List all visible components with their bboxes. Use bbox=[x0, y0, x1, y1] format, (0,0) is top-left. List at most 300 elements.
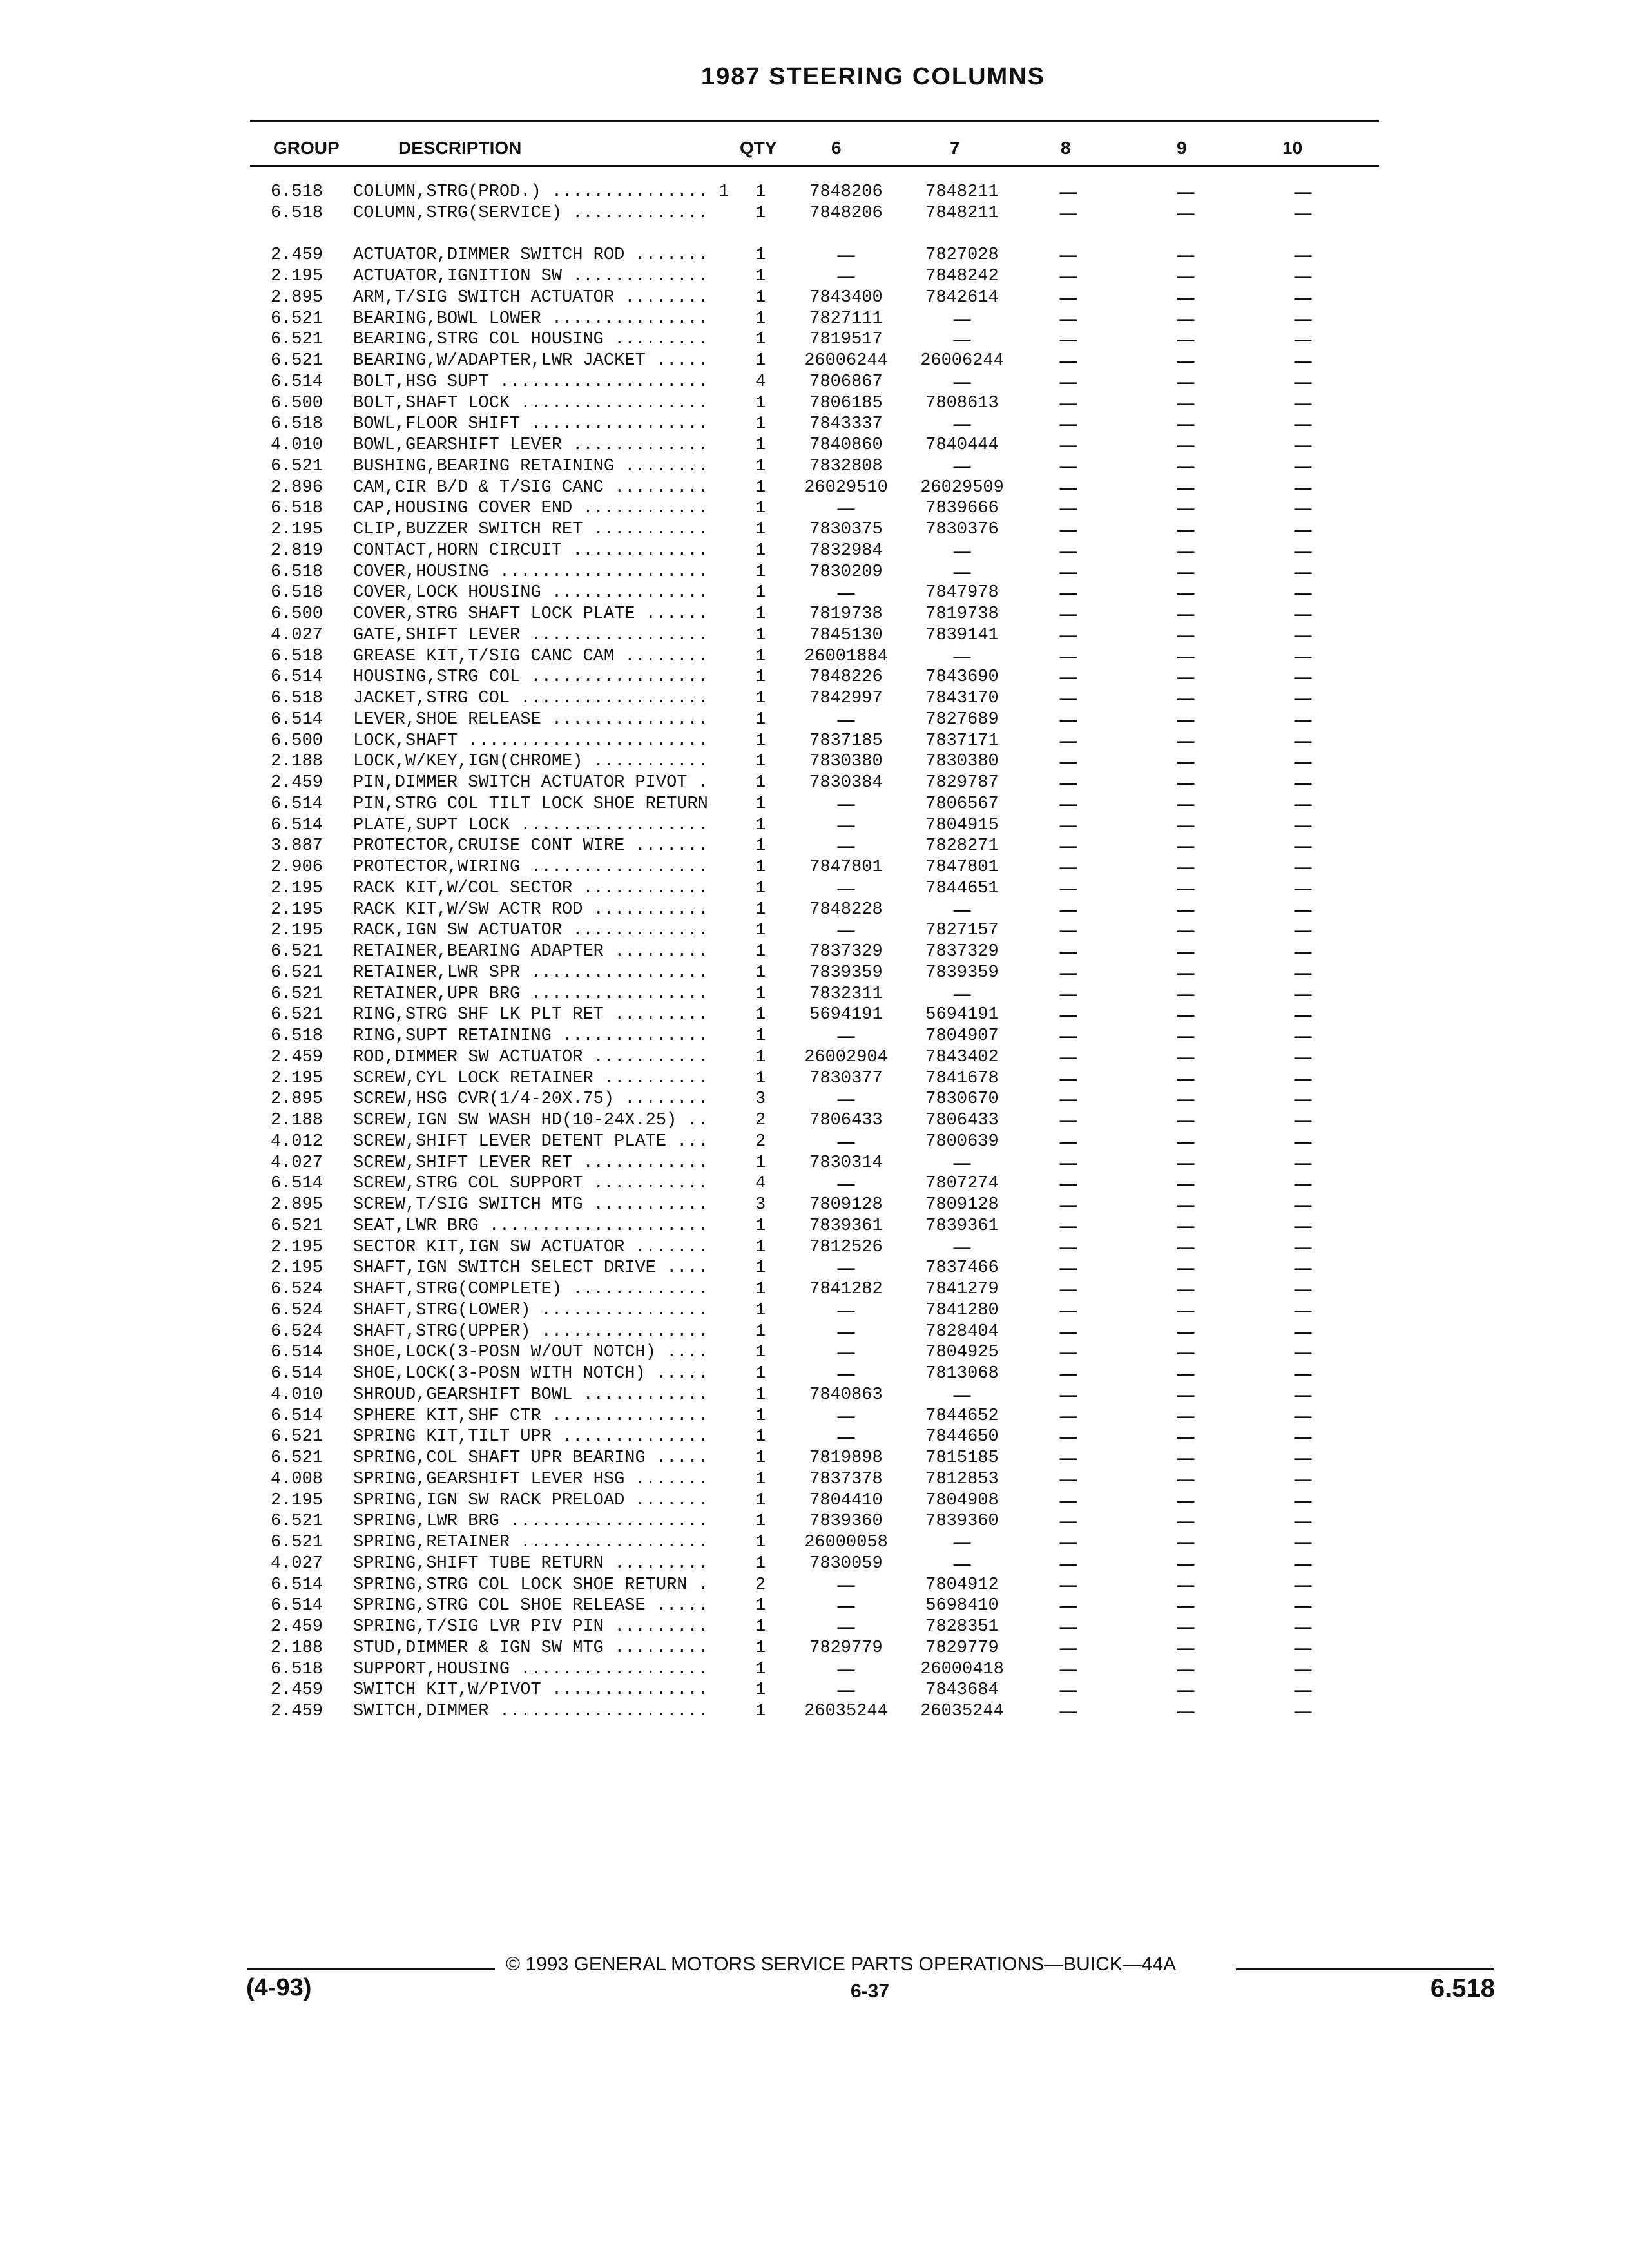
part-col-8-cell: — bbox=[1059, 436, 1077, 455]
part-description-cell: GATE,SHIFT LEVER ................. bbox=[353, 625, 708, 645]
part-group-cell: 2.906 bbox=[271, 858, 323, 877]
part-description-cell: BOLT,HSG SUPT .................... bbox=[353, 372, 708, 392]
table-row bbox=[0, 1448, 1629, 1469]
header-col-9: 9 bbox=[1177, 138, 1187, 158]
part-col-10-cell: — bbox=[1294, 562, 1312, 582]
part-qty-cell: 1 bbox=[755, 541, 766, 561]
part-group-cell: 6.524 bbox=[271, 1321, 323, 1341]
table-row bbox=[0, 582, 1629, 604]
table-row bbox=[0, 963, 1629, 984]
footer-rule-left bbox=[247, 1968, 495, 1970]
part-col-6-cell: 7819738 bbox=[809, 604, 883, 624]
part-col-9-cell: — bbox=[1177, 1005, 1195, 1025]
part-description-cell: PLATE,SUPT LOCK .................. bbox=[353, 815, 708, 835]
part-col-8-cell: — bbox=[1059, 1131, 1077, 1151]
part-col-8-cell: — bbox=[1059, 963, 1077, 983]
part-col-9-cell: — bbox=[1177, 1280, 1195, 1299]
table-row bbox=[0, 604, 1629, 625]
part-col-8-cell: — bbox=[1059, 731, 1077, 751]
part-group-cell: 6.514 bbox=[271, 1596, 323, 1616]
header-group: GROUP bbox=[273, 138, 340, 158]
part-col-6-cell: 7848206 bbox=[809, 203, 883, 223]
part-qty-cell: 2 bbox=[755, 1111, 766, 1130]
part-col-10-cell: — bbox=[1294, 583, 1312, 603]
part-description-cell: SPRING,RETAINER .................. bbox=[353, 1533, 708, 1552]
part-col-10-cell: — bbox=[1294, 477, 1312, 497]
part-col-6-cell: 26035244 bbox=[804, 1702, 888, 1721]
header-col-7: 7 bbox=[950, 138, 960, 158]
part-col-6-cell: 26002904 bbox=[804, 1047, 888, 1067]
part-col-7-cell: 7839141 bbox=[925, 625, 999, 645]
part-col-9-cell: — bbox=[1177, 1047, 1195, 1067]
part-group-cell: 6.514 bbox=[271, 794, 323, 814]
part-group-cell: 6.521 bbox=[271, 1512, 323, 1532]
part-col-10-cell: — bbox=[1294, 1068, 1312, 1088]
part-col-6-cell: 7806867 bbox=[809, 372, 883, 392]
table-row bbox=[0, 1258, 1629, 1279]
part-col-9-cell: — bbox=[1177, 1343, 1195, 1363]
part-description-cell: SCREW,HSG CVR(1/4-20X.75) ........ bbox=[353, 1090, 708, 1110]
part-col-6-cell: 7830059 bbox=[809, 1553, 883, 1573]
part-group-cell: 2.195 bbox=[271, 1237, 323, 1257]
table-row bbox=[0, 1237, 1629, 1258]
part-description-cell: RACK,IGN SW ACTUATOR ............. bbox=[353, 921, 708, 941]
part-col-6-cell: 7839360 bbox=[809, 1512, 883, 1532]
part-col-7-cell: 7848211 bbox=[925, 182, 999, 202]
part-group-cell: 4.012 bbox=[271, 1131, 323, 1151]
part-col-10-cell: — bbox=[1294, 309, 1312, 329]
part-col-9-cell: — bbox=[1177, 709, 1195, 729]
part-col-9-cell: — bbox=[1177, 899, 1195, 919]
part-col-10-cell: — bbox=[1294, 1533, 1312, 1552]
part-qty-cell: 1 bbox=[755, 878, 766, 898]
part-col-9-cell: — bbox=[1177, 203, 1195, 223]
part-col-9-cell: — bbox=[1177, 1153, 1195, 1173]
part-col-10-cell: — bbox=[1294, 1638, 1312, 1658]
table-row bbox=[0, 709, 1629, 731]
part-description-cell: SCREW,STRG COL SUPPORT ........... bbox=[353, 1174, 708, 1194]
part-col-7-cell: 7804915 bbox=[925, 815, 999, 835]
table-row bbox=[0, 1659, 1629, 1680]
part-col-7-cell: 26000418 bbox=[920, 1659, 1004, 1679]
table-row bbox=[0, 519, 1629, 541]
part-col-6-cell: 7819517 bbox=[809, 330, 883, 350]
part-col-9-cell: — bbox=[1177, 541, 1195, 561]
part-qty-cell: 1 bbox=[755, 477, 766, 497]
part-description-cell: ROD,DIMMER SW ACTUATOR ........... bbox=[353, 1047, 708, 1067]
part-description-cell: SHAFT,IGN SWITCH SELECT DRIVE .... bbox=[353, 1258, 708, 1278]
part-col-7-cell: 7830380 bbox=[925, 752, 999, 772]
part-qty-cell: 1 bbox=[755, 436, 766, 455]
part-description-cell: SCREW,SHIFT LEVER DETENT PLATE ... bbox=[353, 1131, 708, 1151]
part-col-10-cell: — bbox=[1294, 773, 1312, 793]
part-description-cell: SPRING,IGN SW RACK PRELOAD ....... bbox=[353, 1490, 708, 1510]
part-col-9-cell: — bbox=[1177, 942, 1195, 961]
part-qty-cell: 1 bbox=[755, 1343, 766, 1363]
footer-group-number: 6.518 bbox=[1430, 1974, 1495, 2003]
part-col-8-cell: — bbox=[1059, 773, 1077, 793]
part-col-9-cell: — bbox=[1177, 858, 1195, 877]
part-description-cell: HOUSING,STRG COL ................. bbox=[353, 668, 708, 687]
part-col-6-cell: 7848228 bbox=[809, 899, 883, 919]
part-group-cell: 6.518 bbox=[271, 689, 323, 708]
part-qty-cell: 1 bbox=[755, 899, 766, 919]
part-qty-cell: 1 bbox=[755, 1490, 766, 1510]
table-row bbox=[0, 1110, 1629, 1131]
part-qty-cell: 1 bbox=[755, 520, 766, 539]
part-qty-cell: 1 bbox=[755, 583, 766, 603]
part-qty-cell: 1 bbox=[755, 1364, 766, 1383]
part-col-6-cell: — bbox=[837, 1258, 855, 1278]
part-col-10-cell: — bbox=[1294, 1131, 1312, 1151]
part-col-6-cell: 7832808 bbox=[809, 456, 883, 476]
part-col-7-cell: — bbox=[953, 646, 971, 666]
part-col-7-cell: 7806433 bbox=[925, 1111, 999, 1130]
part-qty-cell: 1 bbox=[755, 1553, 766, 1573]
part-col-10-cell: — bbox=[1294, 1111, 1312, 1130]
part-group-cell: 2.459 bbox=[271, 245, 323, 265]
footer-copyright: © 1993 GENERAL MOTORS SERVICE PARTS OPERATIONS—BUICK—44A bbox=[506, 1954, 1177, 1975]
part-description-cell: PROTECTOR,WIRING ................. bbox=[353, 858, 708, 877]
part-col-9-cell: — bbox=[1177, 1490, 1195, 1510]
part-col-9-cell: — bbox=[1177, 1427, 1195, 1447]
part-description-cell: SPRING KIT,TILT UPR .............. bbox=[353, 1427, 708, 1447]
part-col-10-cell: — bbox=[1294, 1575, 1312, 1595]
part-col-8-cell: — bbox=[1059, 267, 1077, 286]
part-col-10-cell: — bbox=[1294, 456, 1312, 476]
part-col-9-cell: — bbox=[1177, 1300, 1195, 1320]
group-spacer bbox=[0, 224, 1629, 245]
part-qty-cell: 1 bbox=[755, 1005, 766, 1025]
part-group-cell: 4.027 bbox=[271, 625, 323, 645]
part-group-cell: 6.500 bbox=[271, 604, 323, 624]
part-col-10-cell: — bbox=[1294, 1153, 1312, 1173]
part-qty-cell: 1 bbox=[755, 1427, 766, 1447]
part-col-10-cell: — bbox=[1294, 499, 1312, 519]
part-col-10-cell: — bbox=[1294, 1596, 1312, 1616]
part-col-10-cell: — bbox=[1294, 709, 1312, 729]
part-col-10-cell: — bbox=[1294, 1090, 1312, 1110]
table-row bbox=[0, 815, 1629, 836]
table-row bbox=[0, 836, 1629, 857]
part-description-cell: SEAT,LWR BRG ..................... bbox=[353, 1216, 708, 1236]
part-col-7-cell: 7812853 bbox=[925, 1469, 999, 1489]
part-col-8-cell: — bbox=[1059, 1385, 1077, 1405]
part-group-cell: 6.521 bbox=[271, 963, 323, 983]
part-col-8-cell: — bbox=[1059, 1090, 1077, 1110]
part-col-7-cell: — bbox=[953, 984, 971, 1004]
table-row bbox=[0, 625, 1629, 646]
part-qty-cell: 1 bbox=[755, 668, 766, 687]
part-qty-cell: 1 bbox=[755, 1469, 766, 1489]
table-row bbox=[0, 1638, 1629, 1659]
table-row bbox=[0, 1427, 1629, 1448]
part-qty-cell: 1 bbox=[755, 836, 766, 856]
part-col-7-cell: — bbox=[953, 1533, 971, 1552]
part-col-8-cell: — bbox=[1059, 1258, 1077, 1278]
part-col-6-cell: 7830314 bbox=[809, 1153, 883, 1173]
part-col-9-cell: — bbox=[1177, 372, 1195, 392]
part-col-9-cell: — bbox=[1177, 1321, 1195, 1341]
part-col-10-cell: — bbox=[1294, 520, 1312, 539]
part-col-10-cell: — bbox=[1294, 1195, 1312, 1215]
part-col-8-cell: — bbox=[1059, 1469, 1077, 1489]
footer-date: (4-93) bbox=[246, 1974, 312, 2001]
part-col-7-cell: 7813068 bbox=[925, 1364, 999, 1383]
part-col-10-cell: — bbox=[1294, 646, 1312, 666]
part-group-cell: 6.521 bbox=[271, 1216, 323, 1236]
table-row bbox=[0, 667, 1629, 688]
part-col-10-cell: — bbox=[1294, 1617, 1312, 1637]
part-description-cell: RETAINER,BEARING ADAPTER ......... bbox=[353, 942, 708, 961]
part-col-8-cell: — bbox=[1059, 858, 1077, 877]
part-qty-cell: 1 bbox=[755, 1153, 766, 1173]
part-group-cell: 6.514 bbox=[271, 1364, 323, 1383]
part-qty-cell: 1 bbox=[755, 330, 766, 350]
part-qty-cell: 1 bbox=[755, 1216, 766, 1236]
part-col-7-cell: 7808613 bbox=[925, 393, 999, 413]
part-qty-cell: 1 bbox=[755, 1533, 766, 1552]
part-col-7-cell: 26035244 bbox=[920, 1702, 1004, 1721]
table-row bbox=[0, 1406, 1629, 1427]
table-row bbox=[0, 731, 1629, 752]
part-group-cell: 2.188 bbox=[271, 752, 323, 772]
part-group-cell: 2.896 bbox=[271, 477, 323, 497]
part-description-cell: BEARING,BOWL LOWER ............... bbox=[353, 309, 708, 329]
part-col-8-cell: — bbox=[1059, 1005, 1077, 1025]
part-col-9-cell: — bbox=[1177, 646, 1195, 666]
part-col-10-cell: — bbox=[1294, 604, 1312, 624]
part-col-9-cell: — bbox=[1177, 1026, 1195, 1046]
part-group-cell: 2.195 bbox=[271, 878, 323, 898]
part-col-10-cell: — bbox=[1294, 1258, 1312, 1278]
part-col-6-cell: — bbox=[837, 1575, 855, 1595]
part-col-8-cell: — bbox=[1059, 1321, 1077, 1341]
part-col-6-cell: 7845130 bbox=[809, 625, 883, 645]
part-col-9-cell: — bbox=[1177, 351, 1195, 370]
part-description-cell: SWITCH KIT,W/PIVOT ............... bbox=[353, 1680, 708, 1700]
part-col-8-cell: — bbox=[1059, 499, 1077, 519]
part-group-cell: 2.459 bbox=[271, 773, 323, 793]
part-col-8-cell: — bbox=[1059, 625, 1077, 645]
part-col-10-cell: — bbox=[1294, 351, 1312, 370]
part-col-7-cell: 7804907 bbox=[925, 1026, 999, 1046]
part-col-7-cell: 5694191 bbox=[925, 1005, 999, 1025]
table-row bbox=[0, 857, 1629, 878]
part-description-cell: COLUMN,STRG(PROD.) ............... 1 bbox=[353, 182, 729, 202]
table-row bbox=[0, 878, 1629, 899]
part-col-9-cell: — bbox=[1177, 1195, 1195, 1215]
part-description-cell: SPRING,STRG COL SHOE RELEASE ..... bbox=[353, 1596, 708, 1616]
part-description-cell: RACK KIT,W/SW ACTR ROD ........... bbox=[353, 899, 708, 919]
part-col-8-cell: — bbox=[1059, 1300, 1077, 1320]
part-group-cell: 2.459 bbox=[271, 1047, 323, 1067]
part-col-9-cell: — bbox=[1177, 878, 1195, 898]
part-group-cell: 4.010 bbox=[271, 436, 323, 455]
part-qty-cell: 1 bbox=[755, 1026, 766, 1046]
part-group-cell: 3.887 bbox=[271, 836, 323, 856]
part-col-8-cell: — bbox=[1059, 541, 1077, 561]
part-col-7-cell: 7843170 bbox=[925, 689, 999, 708]
part-description-cell: LEVER,SHOE RELEASE ............... bbox=[353, 709, 708, 729]
table-row bbox=[0, 372, 1629, 393]
part-col-6-cell: — bbox=[837, 709, 855, 729]
part-col-8-cell: — bbox=[1059, 1068, 1077, 1088]
part-col-9-cell: — bbox=[1177, 1385, 1195, 1405]
part-group-cell: 2.895 bbox=[271, 1090, 323, 1110]
table-row bbox=[0, 1089, 1629, 1110]
table-row bbox=[0, 266, 1629, 287]
part-group-cell: 6.518 bbox=[271, 182, 323, 202]
table-row bbox=[0, 1216, 1629, 1237]
part-col-7-cell: 7828271 bbox=[925, 836, 999, 856]
part-col-10-cell: — bbox=[1294, 668, 1312, 687]
part-description-cell: COVER,HOUSING .................... bbox=[353, 562, 708, 582]
part-col-7-cell: — bbox=[953, 414, 971, 434]
part-col-6-cell: 7848206 bbox=[809, 182, 883, 202]
part-qty-cell: 1 bbox=[755, 1237, 766, 1257]
part-col-8-cell: — bbox=[1059, 899, 1077, 919]
part-col-6-cell: — bbox=[837, 1659, 855, 1679]
part-col-9-cell: — bbox=[1177, 1131, 1195, 1151]
part-col-10-cell: — bbox=[1294, 1680, 1312, 1700]
part-col-7-cell: — bbox=[953, 309, 971, 329]
table-row bbox=[0, 1553, 1629, 1575]
part-group-cell: 4.008 bbox=[271, 1469, 323, 1489]
part-col-6-cell: 26006244 bbox=[804, 351, 888, 370]
part-col-9-cell: — bbox=[1177, 436, 1195, 455]
part-qty-cell: 1 bbox=[755, 1406, 766, 1426]
part-col-10-cell: — bbox=[1294, 921, 1312, 941]
part-col-7-cell: 7847801 bbox=[925, 858, 999, 877]
part-description-cell: SHAFT,STRG(LOWER) ................ bbox=[353, 1300, 708, 1320]
part-col-6-cell: 7832311 bbox=[809, 984, 883, 1004]
part-col-8-cell: — bbox=[1059, 245, 1077, 265]
table-row bbox=[0, 1701, 1629, 1722]
part-col-10-cell: — bbox=[1294, 1659, 1312, 1679]
part-col-6-cell: — bbox=[837, 878, 855, 898]
table-row bbox=[0, 309, 1629, 330]
page-title: 1987 STEERING COLUMNS bbox=[701, 63, 1045, 90]
part-col-8-cell: — bbox=[1059, 1364, 1077, 1383]
part-col-9-cell: — bbox=[1177, 520, 1195, 539]
part-description-cell: CAP,HOUSING COVER END ............ bbox=[353, 499, 708, 519]
part-col-7-cell: 7829779 bbox=[925, 1638, 999, 1658]
part-group-cell: 2.459 bbox=[271, 1617, 323, 1637]
header-qty: QTY bbox=[740, 138, 777, 158]
part-description-cell: CONTACT,HORN CIRCUIT ............. bbox=[353, 541, 708, 561]
part-col-7-cell: 7840444 bbox=[925, 436, 999, 455]
part-group-cell: 2.195 bbox=[271, 921, 323, 941]
part-col-6-cell: 7840863 bbox=[809, 1385, 883, 1405]
table-row bbox=[0, 941, 1629, 963]
part-col-9-cell: — bbox=[1177, 1090, 1195, 1110]
part-group-cell: 4.027 bbox=[271, 1553, 323, 1573]
part-col-9-cell: — bbox=[1177, 1533, 1195, 1552]
part-description-cell: SCREW,CYL LOCK RETAINER .......... bbox=[353, 1068, 708, 1088]
part-col-10-cell: — bbox=[1294, 1321, 1312, 1341]
part-description-cell: BEARING,STRG COL HOUSING ......... bbox=[353, 330, 708, 350]
table-row bbox=[0, 899, 1629, 921]
part-description-cell: RACK KIT,W/COL SECTOR ............ bbox=[353, 878, 708, 898]
part-description-cell: ARM,T/SIG SWITCH ACTUATOR ........ bbox=[353, 287, 708, 307]
part-col-10-cell: — bbox=[1294, 1026, 1312, 1046]
part-group-cell: 6.514 bbox=[271, 709, 323, 729]
part-col-10-cell: — bbox=[1294, 330, 1312, 350]
part-group-cell: 6.521 bbox=[271, 984, 323, 1004]
part-col-8-cell: — bbox=[1059, 1659, 1077, 1679]
part-col-9-cell: — bbox=[1177, 1680, 1195, 1700]
part-description-cell: RETAINER,LWR SPR ................. bbox=[353, 963, 708, 983]
part-group-cell: 2.195 bbox=[271, 520, 323, 539]
part-description-cell: PIN,DIMMER SWITCH ACTUATOR PIVOT . bbox=[353, 773, 708, 793]
part-col-9-cell: — bbox=[1177, 1448, 1195, 1468]
part-col-10-cell: — bbox=[1294, 1300, 1312, 1320]
part-col-9-cell: — bbox=[1177, 1596, 1195, 1616]
part-description-cell: BOWL,GEARSHIFT LEVER ............. bbox=[353, 436, 708, 455]
part-col-6-cell: — bbox=[837, 1300, 855, 1320]
part-col-8-cell: — bbox=[1059, 309, 1077, 329]
part-group-cell: 6.514 bbox=[271, 1575, 323, 1595]
part-col-8-cell: — bbox=[1059, 1237, 1077, 1257]
table-row bbox=[0, 182, 1629, 203]
part-col-10-cell: — bbox=[1294, 942, 1312, 961]
part-col-8-cell: — bbox=[1059, 604, 1077, 624]
part-description-cell: PIN,STRG COL TILT LOCK SHOE RETURN bbox=[353, 794, 708, 814]
part-qty-cell: 1 bbox=[755, 921, 766, 941]
part-group-cell: 6.524 bbox=[271, 1300, 323, 1320]
part-col-6-cell: 7842997 bbox=[809, 689, 883, 708]
part-col-8-cell: — bbox=[1059, 815, 1077, 835]
part-col-6-cell: 7847801 bbox=[809, 858, 883, 877]
table-row bbox=[0, 1300, 1629, 1321]
part-col-7-cell: — bbox=[953, 1237, 971, 1257]
table-row bbox=[0, 351, 1629, 372]
part-col-6-cell: — bbox=[837, 1026, 855, 1046]
header-col-6: 6 bbox=[831, 138, 842, 158]
part-col-9-cell: — bbox=[1177, 287, 1195, 307]
part-description-cell: SPRING,STRG COL LOCK SHOE RETURN . bbox=[353, 1575, 708, 1595]
part-col-8-cell: — bbox=[1059, 1111, 1077, 1130]
part-col-8-cell: — bbox=[1059, 921, 1077, 941]
part-group-cell: 6.514 bbox=[271, 372, 323, 392]
part-description-cell: COVER,STRG SHAFT LOCK PLATE ...... bbox=[353, 604, 708, 624]
part-col-7-cell: 7848242 bbox=[925, 267, 999, 286]
part-col-7-cell: 26006244 bbox=[920, 351, 1004, 370]
part-col-7-cell: 7830376 bbox=[925, 520, 999, 539]
table-row bbox=[0, 1575, 1629, 1596]
part-description-cell: SCREW,T/SIG SWITCH MTG ........... bbox=[353, 1195, 708, 1215]
part-group-cell: 6.518 bbox=[271, 1026, 323, 1046]
part-qty-cell: 1 bbox=[755, 1300, 766, 1320]
part-col-6-cell: — bbox=[837, 836, 855, 856]
part-col-7-cell: 7843690 bbox=[925, 668, 999, 687]
part-qty-cell: 1 bbox=[755, 203, 766, 223]
part-qty-cell: 1 bbox=[755, 689, 766, 708]
part-col-6-cell: 7804410 bbox=[809, 1490, 883, 1510]
parts-table bbox=[0, 182, 1629, 1722]
table-row bbox=[0, 435, 1629, 456]
part-description-cell: SECTOR KIT,IGN SW ACTUATOR ....... bbox=[353, 1237, 708, 1257]
part-col-6-cell: — bbox=[837, 921, 855, 941]
part-col-10-cell: — bbox=[1294, 414, 1312, 434]
part-col-8-cell: — bbox=[1059, 1174, 1077, 1194]
part-col-6-cell: — bbox=[837, 794, 855, 814]
table-row bbox=[0, 498, 1629, 519]
part-col-9-cell: — bbox=[1177, 1406, 1195, 1426]
part-col-7-cell: 5698410 bbox=[925, 1596, 999, 1616]
part-qty-cell: 1 bbox=[755, 1680, 766, 1700]
